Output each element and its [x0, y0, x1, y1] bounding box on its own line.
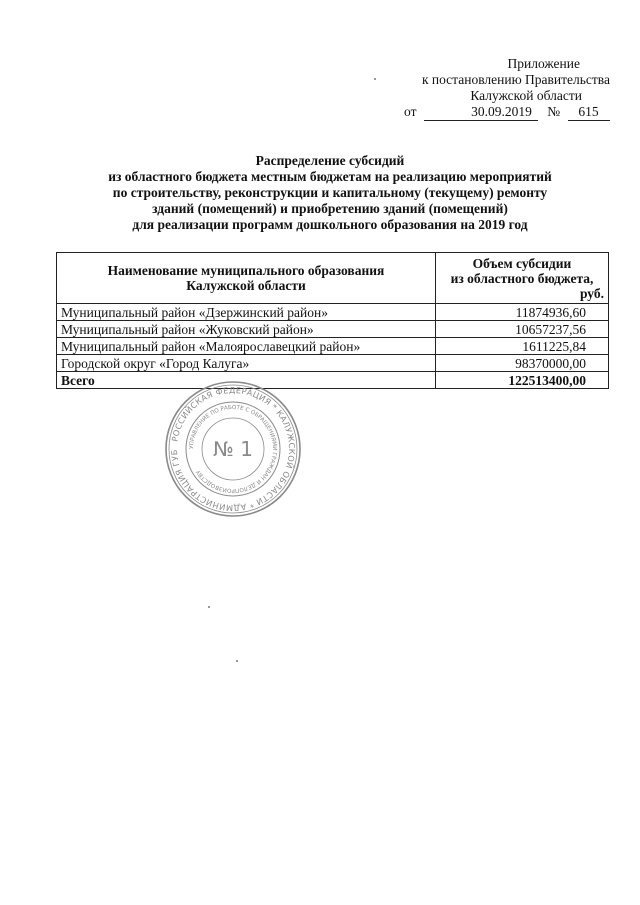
subsidy-amount: 11874936,60	[436, 304, 609, 321]
title-line: зданий (помещений) и приобретению зданий (помещений)	[152, 201, 508, 216]
resolution-number: 615	[568, 104, 610, 121]
official-seal-stamp	[163, 379, 303, 519]
resolution-date: 30.09.2019	[424, 104, 538, 121]
title-line: Распределение субсидий	[255, 153, 405, 168]
table-row	[57, 304, 609, 321]
municipality-name: Городской округ «Город Калуга»	[57, 355, 436, 372]
seal-outer-text: РОССИЙСКАЯ ФЕДЕРАЦИЯ * КАЛУЖСКОЙ ОБЛАСТИ * АДМИНИСТРАЦИЯ ГУБ	[168, 384, 298, 514]
total-label: Всего	[57, 372, 436, 389]
header-amount: Объем субсидии из областного бюджета, руб.	[436, 253, 609, 304]
total-row	[57, 372, 609, 389]
seal-graphic	[163, 379, 303, 519]
scan-speck	[208, 606, 210, 608]
title-line: по строительству, реконструкции и капитальному (текущему) ремонту	[112, 185, 548, 200]
title-line: для реализации программ дошкольного образования на 2019 год	[132, 217, 528, 232]
appendix-header	[380, 56, 610, 104]
table-row	[57, 355, 609, 372]
total-amount: 122513400,00	[436, 372, 609, 389]
scan-speck	[236, 660, 238, 662]
title-line: из областного бюджета местным бюджетам на реализацию мероприятий	[108, 169, 552, 184]
seal-inner-text: УПРАВЛЕНИЕ ПО РАБОТЕ С ОБРАЩЕНИЯМИ ГРАЖДАН И ДЕЛОПРОИЗВОДСТВУ	[188, 404, 278, 494]
number-sign: №	[547, 104, 561, 119]
municipality-name: Муниципальный район «Дзержинский район»	[57, 304, 436, 321]
seal-number: № 1	[213, 437, 253, 461]
appendix-resolution-line: к постановлению Правительства	[421, 72, 610, 87]
subsidy-amount: 1611225,84	[436, 338, 609, 355]
header-municipality: Наименование муниципального образования Калужской области	[57, 253, 436, 304]
municipality-name: Муниципальный район «Малоярославецкий район»	[57, 338, 436, 355]
resolution-date-line	[404, 104, 610, 121]
appendix-region-line: Калужской области	[470, 88, 582, 103]
scan-speck	[374, 78, 376, 80]
municipality-name: Муниципальный район «Жуковский район»	[57, 321, 436, 338]
appendix-title: Приложение	[507, 56, 580, 71]
table-row	[57, 321, 609, 338]
document-title	[80, 153, 580, 233]
subsidy-amount: 98370000,00	[436, 355, 609, 372]
date-prefix: от	[404, 104, 417, 119]
subsidies-table	[56, 252, 609, 389]
table-row	[57, 338, 609, 355]
subsidy-amount: 10657237,56	[436, 321, 609, 338]
table-header-row	[57, 253, 609, 304]
